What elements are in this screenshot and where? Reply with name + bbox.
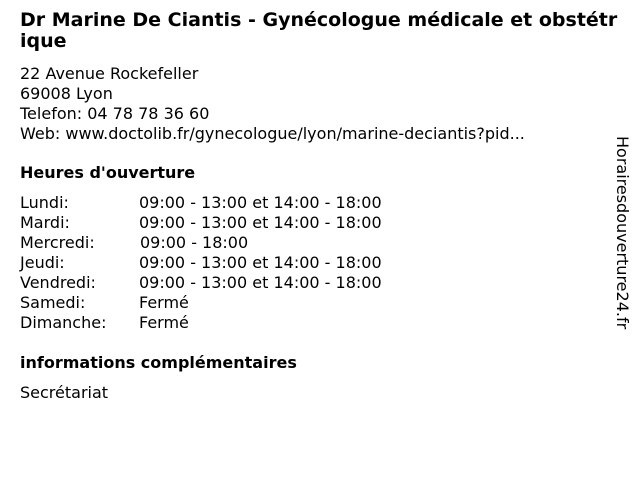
additional-info-text: Secrétariat	[20, 383, 109, 402]
day-label: Mercredi:	[20, 233, 95, 252]
opening-hours-table	[20, 193, 382, 333]
hours-row-samedi	[20, 293, 382, 313]
phone-number[interactable]: Telefon: 04 78 78 36 60	[20, 104, 210, 123]
day-label: Lundi:	[20, 193, 69, 212]
hours-value: 09:00 - 13:00 et 14:00 - 18:00	[139, 273, 382, 292]
hours-row-jeudi	[20, 253, 382, 273]
doctor-name-heading: Dr Marine De Ciantis - Gynécologue médicale et obstétrique	[20, 9, 618, 52]
site-watermark: Horairesdouverture24.fr	[613, 136, 632, 330]
day-label: Jeudi:	[20, 253, 65, 272]
street-address: 22 Avenue Rockefeller	[20, 64, 199, 83]
website-link[interactable]: Web: www.doctolib.fr/gynecologue/lyon/marine-deciantis?pid...	[20, 124, 525, 143]
day-label: Dimanche:	[20, 313, 107, 332]
hours-value: 09:00 - 13:00 et 14:00 - 18:00	[139, 193, 382, 212]
hours-value: Fermé	[139, 313, 189, 332]
contact-block	[20, 64, 525, 144]
day-label: Mardi:	[20, 213, 70, 232]
hours-row-dimanche	[20, 313, 382, 333]
hours-value: 09:00 - 13:00 et 14:00 - 18:00	[139, 213, 382, 232]
city-postal-code: 69008 Lyon	[20, 84, 113, 103]
hours-row-mercredi	[20, 233, 382, 253]
hours-row-vendredi	[20, 273, 382, 293]
day-label: Samedi:	[20, 293, 86, 312]
hours-value: 09:00 - 13:00 et 14:00 - 18:00	[139, 253, 382, 272]
hours-value: 09:00 - 18:00	[140, 233, 249, 252]
additional-info-heading: informations complémentaires	[20, 353, 297, 372]
hours-value: Fermé	[139, 293, 189, 312]
hours-row-lundi	[20, 193, 382, 213]
opening-hours-heading: Heures d'ouverture	[20, 163, 196, 182]
day-label: Vendredi:	[20, 273, 96, 292]
hours-row-mardi	[20, 213, 382, 233]
